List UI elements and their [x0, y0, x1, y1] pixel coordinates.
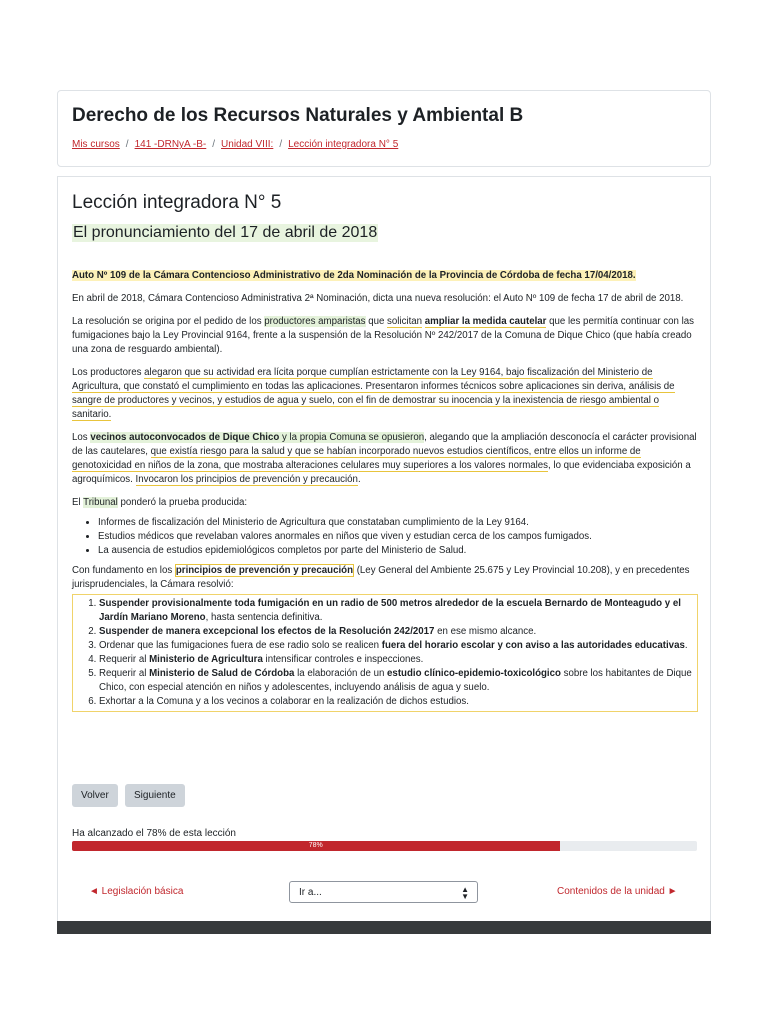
list-item: • Informes de fiscalización del Ministerio de Agricultura que constataban cumplimiento de la Ley 9164. — [98, 516, 698, 530]
paragraph-neighbors: Los vecinos autoconvocados de Dique Chico y la propia Comuna se opusieron, alegando que la ampliación desconocía el carácter provisional de las cautelares, que existía riesgo para la salud y que se habían incorporado nuevos estudios científicos, entre ellos un informe de genotoxicidad en niños de la zona, que mostraba alteraciones celulares muy superiores a los valores normales, lo que evidenciaba exposición a agroquímicos. Invocaron los principios de prevención y precaución. — [72, 432, 697, 485]
list-item: 5. Requerir al Ministerio de Salud de Córdoba la elaboración de un estudio clínico-epidemio-toxicológico sobre los habitantes de Dique Chico, con especial atención en niños y adolescentes, incluyendo análisis de agua y suelo. — [99, 667, 697, 695]
progress-bar — [72, 841, 697, 851]
paragraph-origin: La resolución se origina por el pedido de los productores amparistas que solicitan ampliar la medida cautelar que les permitía continuar con las fumigaciones bajo la Ley Provincial 9164, frente a la suspensión de la Resolución Nº 242/2017 de la Comuna de Dique Chico (que había creado una zona de resguardo ambiental). — [72, 316, 694, 355]
list-item: 2. Suspender de manera excepcional los efectos de la Resolución 242/2017 en ese mismo alcance. — [99, 625, 697, 639]
paragraph-tribunal: El Tribunal ponderó la prueba producida: — [72, 497, 248, 508]
breadcrumb-separator: / — [279, 139, 283, 150]
list-item: 6. Exhortar a la Comuna y a los vecinos a colaborar en la realización de dichos estudios. — [99, 695, 697, 709]
next-page-link[interactable]: Contenidos de la unidad ► — [557, 886, 678, 897]
back-button[interactable]: Volver — [72, 784, 118, 807]
progress-fill: 78% — [72, 841, 560, 851]
lesson-subtitle: El pronunciamiento del 17 de abril de 2018 — [73, 224, 378, 241]
course-header — [57, 90, 711, 167]
lesson-title: Lección integradora N° 5 — [72, 192, 282, 213]
resolution-list — [72, 594, 698, 712]
breadcrumb — [72, 139, 398, 150]
lesson-card — [57, 176, 711, 922]
jump-to-select[interactable] — [289, 881, 478, 903]
select-arrows-icon: ▲ ▼ — [461, 885, 469, 901]
paragraph-foundation: Con fundamento en los principios de prevención y precaución (Ley General del Ambiente 25.675 y Ley Provincial 10.208), y en precedentes jurisprudenciales, la Cámara resolvió: — [72, 565, 690, 590]
paragraph-producers: Los productores alegaron que su actividad era lícita porque cumplían estrictamente con la Ley 9164, bajo fiscalización del Ministerio de Agricultura, que constató el cumplimiento en todas las aplicaciones. Presentaron informes técnicos sobre aplicaciones sin deriva, análisis de sangre de productores y vecinos, y estudios de agua y suelo, con el fin de demostrar su inocencia y la inexistencia de riesgo ambiental o sanitario. — [72, 367, 675, 420]
list-item: 3. Ordenar que las fumigaciones fuera de ese radio solo se realicen fuera del horario escolar y con aviso a las autoridades educativas. — [99, 639, 697, 653]
jump-to-label: Ir a... — [299, 887, 322, 898]
paragraph-intro: En abril de 2018, Cámara Contencioso Administrativa 2ª Nominación, dicta una nueva resolución: el Auto Nº 109 de fecha 17 de abril de 2018. — [72, 293, 684, 304]
breadcrumb-mis-cursos[interactable]: Mis cursos — [72, 139, 120, 150]
breadcrumb-unit[interactable]: Unidad VIII: — [221, 139, 274, 150]
list-item: 4. Requerir al Ministerio de Agricultura intensificar controles e inspecciones. — [99, 653, 697, 667]
breadcrumb-separator: / — [125, 139, 129, 150]
course-title: Derecho de los Recursos Naturales y Ambiental B — [72, 105, 524, 126]
footer-bar — [57, 921, 711, 934]
progress-label: Ha alcanzado el 78% de esta lección — [72, 828, 236, 839]
lesson-heading: Auto Nº 109 de la Cámara Contencioso Administrativo de 2da Nominación de la Provincia de Córdoba de fecha 17/04/2018. — [72, 270, 636, 281]
lesson-content — [72, 269, 698, 712]
breadcrumb-lesson[interactable]: Lección integradora N° 5 — [288, 139, 399, 150]
list-item: • Estudios médicos que revelaban valores anormales en niños que viven y estudian cerca de los campos fumigados. — [98, 530, 698, 544]
prev-page-link[interactable]: ◄ Legislación básica — [89, 886, 184, 897]
next-button[interactable]: Siguiente — [125, 784, 185, 807]
list-item: • La ausencia de estudios epidemiológicos completos por parte del Ministerio de Salud. — [98, 544, 698, 558]
evidence-list — [72, 516, 698, 558]
list-item: 1. Suspender provisionalmente toda fumigación en un radio de 500 metros alrededor de la escuela Bernardo de Monteagudo y el Jardín Mariano Moreno, hasta sentencia definitiva. — [99, 597, 697, 625]
breadcrumb-course[interactable]: 141 -DRNyA -B- — [134, 139, 207, 150]
breadcrumb-separator: / — [212, 139, 216, 150]
